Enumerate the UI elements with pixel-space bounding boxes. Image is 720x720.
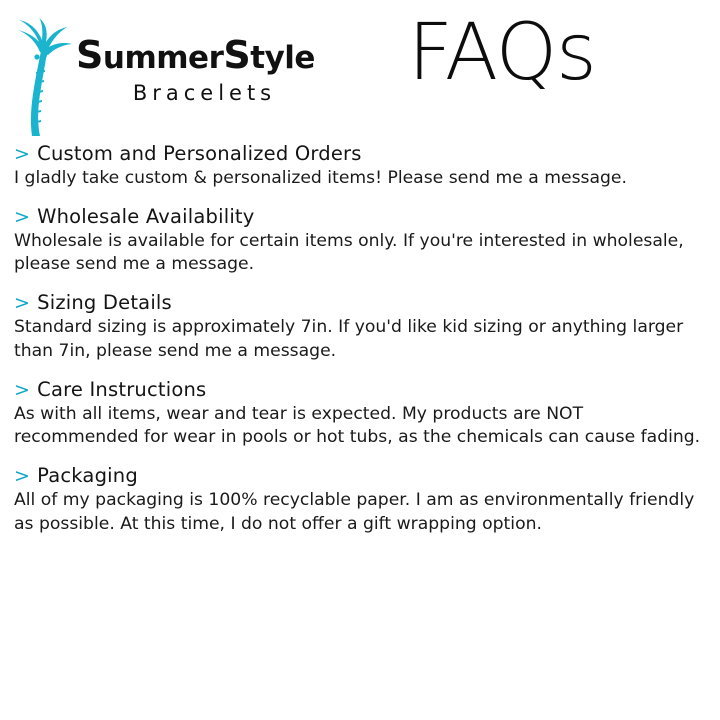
brand-subtitle: Bracelets [132, 81, 277, 105]
faq-question [14, 205, 704, 228]
faq-list [0, 142, 720, 537]
brand-name-tyle: tyle [250, 40, 315, 76]
chevron-right-icon: > [14, 143, 31, 165]
faq-item [14, 205, 704, 277]
faq-answer: Standard sizing is approximately 7in. If you'd like kid sizing or anything larger than 7in, please send me a message. [14, 317, 684, 361]
brand-logo [0, 0, 315, 136]
brand-name-s2: S [223, 33, 251, 77]
faq-question [14, 291, 704, 314]
faq-question-label: Care Instructions [37, 377, 207, 401]
faq-question-label: Wholesale Availability [37, 204, 255, 228]
faq-item [14, 291, 704, 363]
faq-question-label: Packaging [37, 464, 138, 488]
faq-item [14, 464, 704, 536]
chevron-right-icon: > [14, 205, 31, 228]
brand-name [76, 33, 315, 77]
page-title: FAQs [408, 8, 596, 98]
faq-question [14, 142, 704, 165]
chevron-right-icon: > [14, 465, 31, 488]
faq-answer: As with all items, wear and tear is expected. My products are NOT recommended for wear in pools or hot tubs, as the chemicals can cause fading. [14, 403, 701, 448]
brand-name-ummer: ummer [102, 40, 224, 76]
brand-name-s1: S [76, 33, 103, 77]
faq-answer: Wholesale is available for certain items only. If you're interested in wholesale, please send me a message. [14, 230, 684, 275]
faq-item [14, 142, 704, 191]
faq-question-label: Custom and Personalized Orders [37, 142, 362, 165]
chevron-right-icon: > [14, 292, 31, 315]
palm-tree-icon [10, 18, 72, 136]
faq-question [14, 378, 704, 401]
chevron-right-icon: > [14, 378, 31, 401]
faq-question-label: Sizing Details [37, 291, 172, 315]
brand-wordmark [76, 33, 315, 105]
page-header [0, 0, 720, 142]
faq-answer: All of my packaging is 100% recyclable paper. I am as environmentally friendly as possible. At this time, I do not offer a gift wrapping option. [14, 490, 695, 534]
faq-item [14, 378, 704, 450]
faq-question [14, 464, 704, 487]
faq-answer: I gladly take custom & personalized items! Please send me a message. [14, 168, 627, 188]
